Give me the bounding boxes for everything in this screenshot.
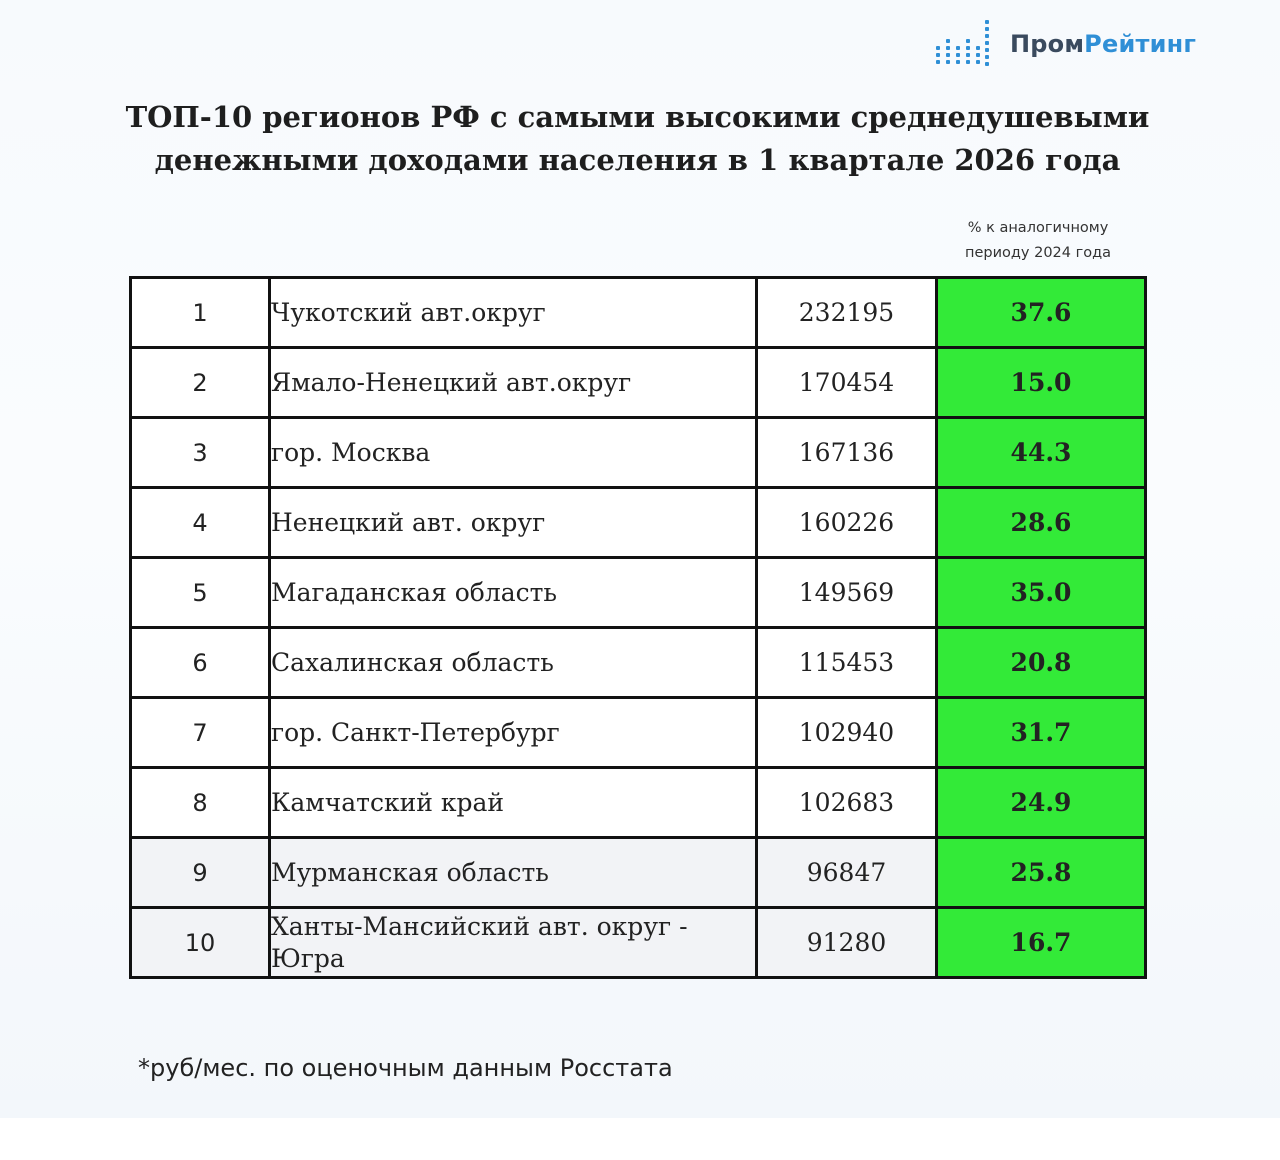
table-row — [131, 698, 1146, 768]
logo-wordmark — [1010, 30, 1196, 58]
income-cell: 167136 — [757, 418, 937, 488]
pct-cell: 20.8 — [937, 628, 1146, 698]
pct-cell: 16.7 — [937, 908, 1146, 978]
rank-cell: 7 — [131, 698, 270, 768]
rank-cell: 3 — [131, 418, 270, 488]
table-row — [131, 628, 1146, 698]
pct-cell: 37.6 — [937, 278, 1146, 348]
table-row — [131, 558, 1146, 628]
region-cell: Камчатский край — [270, 768, 757, 838]
income-cell: 232195 — [757, 278, 937, 348]
title-line-2: денежными доходами населения в 1 квартале 2026 года — [154, 143, 1121, 177]
logo-text-part2: Рейтинг — [1084, 30, 1197, 58]
region-cell: Ямало-Ненецкий авт.округ — [270, 348, 757, 418]
table-row — [131, 348, 1146, 418]
pct-column-note-line-2: периоду 2024 года — [964, 245, 1112, 261]
region-cell: Ненецкий авт. округ — [270, 488, 757, 558]
region-cell: Ханты-Мансийский авт. округ - Югра — [270, 908, 757, 978]
regions-table — [129, 276, 1147, 979]
pct-cell: 25.8 — [937, 838, 1146, 908]
region-cell: гор. Санкт-Петербург — [270, 698, 757, 768]
footnote: *руб/мес. по оценочным данным Росстата — [138, 1054, 673, 1082]
rank-cell: 10 — [131, 908, 270, 978]
table-row — [131, 418, 1146, 488]
logo — [934, 18, 1196, 70]
pct-cell: 44.3 — [937, 418, 1146, 488]
rank-cell: 5 — [131, 558, 270, 628]
rank-cell: 9 — [131, 838, 270, 908]
pct-cell: 28.6 — [937, 488, 1146, 558]
table-row — [131, 278, 1146, 348]
pct-cell: 31.7 — [937, 698, 1146, 768]
region-cell: Магаданская область — [270, 558, 757, 628]
bar-equalizer-icon — [934, 18, 990, 70]
rank-cell: 8 — [131, 768, 270, 838]
logo-text-part1: Пром — [1010, 30, 1085, 58]
pct-column-note-line-1: % к аналогичному — [967, 220, 1109, 236]
region-cell: Сахалинская область — [270, 628, 757, 698]
income-cell: 170454 — [757, 348, 937, 418]
rank-cell: 6 — [131, 628, 270, 698]
pct-cell: 24.9 — [937, 768, 1146, 838]
table-row — [131, 488, 1146, 558]
income-cell: 102683 — [757, 768, 937, 838]
pct-column-note — [935, 216, 1141, 266]
income-cell: 149569 — [757, 558, 937, 628]
income-cell: 96847 — [757, 838, 937, 908]
rank-cell: 2 — [131, 348, 270, 418]
table-row — [131, 838, 1146, 908]
rank-cell: 1 — [131, 278, 270, 348]
rank-cell: 4 — [131, 488, 270, 558]
income-cell: 102940 — [757, 698, 937, 768]
income-cell: 115453 — [757, 628, 937, 698]
pct-cell: 15.0 — [937, 348, 1146, 418]
page-title — [100, 96, 1175, 182]
table-row — [131, 908, 1146, 978]
region-cell: Мурманская область — [270, 838, 757, 908]
regions-table-body — [131, 278, 1146, 978]
income-cell: 160226 — [757, 488, 937, 558]
table-row — [131, 768, 1146, 838]
income-cell: 91280 — [757, 908, 937, 978]
pct-cell: 35.0 — [937, 558, 1146, 628]
title-line-1: ТОП-10 регионов РФ с самыми высокими среднедушевыми — [125, 100, 1150, 134]
region-cell: Чукотский авт.округ — [270, 278, 757, 348]
region-cell: гор. Москва — [270, 418, 757, 488]
